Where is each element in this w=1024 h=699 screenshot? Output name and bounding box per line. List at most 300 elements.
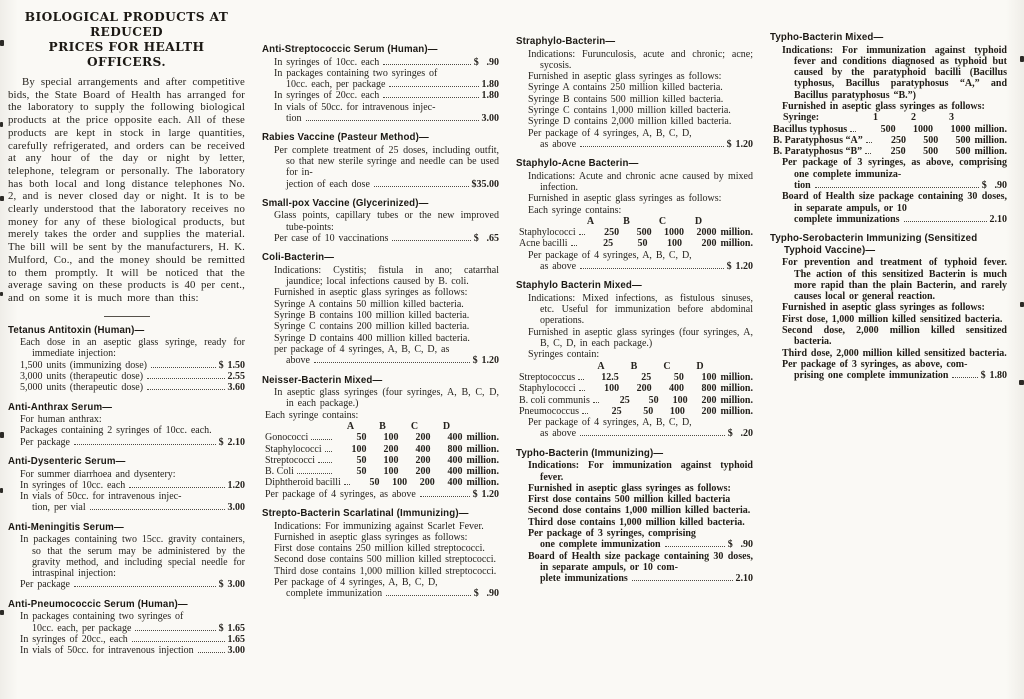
dose-value: 200 xyxy=(419,477,435,489)
product-entry xyxy=(8,325,245,394)
dose-value: 500 xyxy=(923,146,939,158)
text-line: Indications: Furunculosis, acute and chronic; acne; sycosis. xyxy=(528,48,753,71)
organism-name: Staphylococci xyxy=(265,443,322,455)
text-line: Second dose, 2,000 million killed sensitized bacteria. xyxy=(782,325,1007,348)
table-row xyxy=(516,395,753,406)
intro-paragraph: By special arrangements and after competitive bids, the State Board of Health has arranged for the laboratory to supply the following biological products at the price opposite each. All of these products are kept in stock in large quantities, carefully refrigerated, and orders can be received at any hour of the day or night by letter, telephone, telegram or personally. The laboratory has both local and long distance telephones No. 2, and is never closed day or night. It is to be clearly understood that the laboratory receives no money for any of these biological products, but merely takes the order and supplies the material. The bill will be sent by the manufacturers, H. K. Mulford, Co., and the money should be remitted to them promptly. It will be noticed that the average saving on these products is 40 per cent., and on some it is much more than this: xyxy=(8,76,245,304)
dose-value: 200 xyxy=(415,432,431,444)
text-line: Furnished in aseptic glass syringes as follows: xyxy=(528,71,722,83)
price-value: $ 1.20 xyxy=(472,355,499,367)
product-heading: Strepto-Bacterin Scarlatinal (Immunizing)— xyxy=(262,508,469,519)
price-value: $ .90 xyxy=(473,588,499,600)
text-line: Furnished in aseptic glass syringes (four syringes, A, B, C, D, in each package.) xyxy=(528,326,753,350)
product-entry xyxy=(8,456,245,514)
text-line: Syringe D contains 400 million killed bacteria. xyxy=(274,332,470,344)
price-label: as above xyxy=(540,261,577,273)
dot-leader xyxy=(90,509,225,510)
table-row xyxy=(516,238,753,249)
dose-value: 100 xyxy=(392,477,408,489)
price-line xyxy=(516,139,753,150)
text-line: Third dose contains 1,000 million killed bacteria. xyxy=(528,516,745,528)
dot-leader xyxy=(374,186,469,187)
product-entry xyxy=(516,158,753,272)
dot-leader xyxy=(632,580,733,581)
product-entry xyxy=(262,198,499,244)
text-line: Indications: Mixed infections, as fistulous sinuses, etc. Useful for immunization before abdominal operations. xyxy=(528,292,753,327)
dose-value: 250 xyxy=(890,146,906,158)
price-value: 2.55 xyxy=(227,371,245,383)
price-line xyxy=(8,623,245,634)
dosage-table xyxy=(262,421,499,489)
dot-leader xyxy=(815,187,979,188)
dot-leader xyxy=(865,153,871,154)
dot-leader xyxy=(198,652,225,653)
dose-value: 500 xyxy=(923,134,939,146)
dose-value: 200 xyxy=(701,394,717,406)
table-column-letter: C xyxy=(658,215,667,227)
dot-leader xyxy=(580,146,723,147)
dose-value: 800 xyxy=(447,443,463,455)
dose-unit: million. xyxy=(466,432,499,444)
dot-leader xyxy=(147,389,224,390)
product-entry xyxy=(262,252,499,366)
price-line xyxy=(516,573,753,584)
text-line: Glass points, capillary tubes or the new improved tube-points: xyxy=(274,210,499,233)
organism-name: Streptococcus xyxy=(519,371,576,383)
table-row xyxy=(516,227,753,238)
text-line: Syringe A contains 50 million killed bacteria. xyxy=(274,298,464,310)
dose-value: 50 xyxy=(369,477,380,489)
dot-leader xyxy=(904,221,987,222)
product-entry xyxy=(516,448,753,585)
price-value: $ .90 xyxy=(981,180,1007,192)
price-label: In syringes of 10cc. each xyxy=(20,479,126,491)
dose-unit: million. xyxy=(466,477,499,489)
price-line xyxy=(770,180,1007,191)
scan-artifact xyxy=(0,610,4,615)
dose-value: 200 xyxy=(636,383,652,395)
table-row xyxy=(516,383,753,394)
dot-leader xyxy=(318,462,333,463)
text-line: First dose, 1,000 million killed sensitized bacteria. xyxy=(782,313,1003,325)
organism-name: B. coli communis xyxy=(519,394,590,406)
text-line: Board of Health size package containing 30 doses, in separate ampuls, or 10 com- xyxy=(528,550,753,573)
price-line xyxy=(262,57,499,68)
text-line: Each syringe contains: xyxy=(528,204,622,216)
dose-value: 200 xyxy=(415,454,431,466)
text-line: Furnished in aseptic glass syringes as follows: xyxy=(274,287,468,299)
price-value: $35.00 xyxy=(471,178,499,190)
dose-unit: million. xyxy=(974,146,1008,158)
dose-value: 100 xyxy=(383,466,399,478)
price-label: tion xyxy=(286,112,302,124)
text-line: Board of Health size package containing 30 doses, in separate ampuls, or 10 xyxy=(782,191,1007,214)
price-line xyxy=(262,90,499,101)
text-line: Each dose in an aseptic glass syringe, ready for immediate injection: xyxy=(20,337,245,360)
dose-value: 200 xyxy=(701,405,717,417)
price-line xyxy=(8,645,245,656)
text-line: Indications: For immunizing against Scarlet Fever. xyxy=(274,520,484,532)
text-line: In packages containing two syringes of xyxy=(20,611,184,623)
table-header-row xyxy=(770,112,1007,123)
price-value: 2.10 xyxy=(735,573,753,585)
dose-value: 400 xyxy=(669,383,685,395)
dose-value: 1000 xyxy=(950,123,971,135)
column-4 xyxy=(770,8,1007,656)
price-value: $ 1.20 xyxy=(726,138,753,150)
product-entry xyxy=(8,599,245,657)
dot-leader xyxy=(580,268,723,269)
price-line xyxy=(516,428,753,439)
product-entry xyxy=(262,44,499,124)
product-heading: Anti-Pneumococcic Serum (Human)— xyxy=(8,598,188,610)
dot-leader xyxy=(571,245,577,246)
dose-unit: million. xyxy=(720,405,754,417)
text-line: Per package of 4 syringes, A, B, C, D, xyxy=(528,417,692,429)
dose-value: 100 xyxy=(667,238,682,250)
dot-leader xyxy=(135,630,215,631)
price-line xyxy=(8,502,245,513)
price-label: Per case of 10 vaccinations xyxy=(274,233,389,245)
text-line: Second dose contains 500 million killed streptococci. xyxy=(274,554,496,566)
organism-name: B. Coli xyxy=(265,466,294,478)
product-heading: Neisser-Bacterin Mixed— xyxy=(262,374,383,386)
dose-value: 400 xyxy=(447,466,463,478)
dosage-table xyxy=(770,112,1007,157)
dot-leader xyxy=(306,120,479,121)
table-row xyxy=(770,146,1007,157)
table-column-letter: 3 xyxy=(948,112,954,124)
price-line xyxy=(770,370,1007,381)
dose-value: 500 xyxy=(880,123,896,135)
product-heading: Small-pox Vaccine (Glycerinized)— xyxy=(262,197,429,209)
price-label: Per package xyxy=(20,579,70,591)
price-value: 1.80 xyxy=(481,90,499,102)
text-line: Syringe A contains 250 million killed bacteria. xyxy=(528,82,723,94)
table-header-row xyxy=(516,216,753,227)
organism-name: B. Paratyphosus “B” xyxy=(773,146,863,158)
dot-leader xyxy=(389,86,478,87)
dot-leader xyxy=(383,64,470,65)
dose-unit: million. xyxy=(720,383,753,395)
dose-value: 400 xyxy=(447,432,463,444)
dosage-table xyxy=(516,216,753,250)
scan-artifact xyxy=(0,196,4,201)
text-line: For summer diarrhoea and dysentery: xyxy=(20,468,176,480)
organism-name: Staphylococci xyxy=(519,227,576,239)
table-column-letter: B xyxy=(379,420,386,432)
dot-leader xyxy=(420,496,470,497)
organism-name: Streptococci xyxy=(265,454,315,466)
dose-value: 25 xyxy=(641,371,652,383)
price-label: complete immunizations xyxy=(794,213,900,225)
product-heading: Typho-Bacterin (Immunizing)— xyxy=(516,447,664,459)
price-label: complete immunization xyxy=(286,588,383,600)
table-row xyxy=(516,372,753,383)
dot-leader xyxy=(344,484,350,485)
dot-leader xyxy=(132,641,225,642)
dose-unit: million. xyxy=(720,227,753,239)
price-line xyxy=(262,588,499,599)
dot-leader xyxy=(314,362,470,363)
dose-unit: million. xyxy=(720,371,753,383)
organism-name: Diphtheroid bacilli xyxy=(265,477,341,489)
table-row xyxy=(262,466,499,477)
column-2 xyxy=(262,8,499,656)
table-row xyxy=(516,406,753,417)
price-value: $ .65 xyxy=(473,233,499,245)
price-label: Per package xyxy=(20,436,70,448)
organism-name: B. Paratyphosus “A” xyxy=(773,134,863,146)
product-entry xyxy=(770,32,1007,225)
scan-artifact xyxy=(0,432,4,438)
text-line: per package of 4 syringes, A, B, C, D, as xyxy=(274,343,450,355)
organism-name: Gonococci xyxy=(265,432,309,444)
scan-artifact xyxy=(0,488,3,493)
organism-name: Staphylococci xyxy=(519,383,576,395)
price-value: $ 1.20 xyxy=(472,488,499,500)
text-line: Packages containing 2 syringes of 10cc. each. xyxy=(20,425,212,437)
price-value: $ 1.20 xyxy=(726,261,753,273)
text-line: Third dose contains 1,000 million killed streptococci. xyxy=(274,565,497,577)
price-line xyxy=(8,371,245,382)
product-entry xyxy=(262,132,499,190)
dose-value: 100 xyxy=(701,371,717,383)
text-line: Syringe D contains 2,000 million killed bacteria. xyxy=(528,116,732,128)
price-value: $ 2.10 xyxy=(218,436,245,448)
price-label: as above xyxy=(540,428,577,440)
dose-value: 12.5 xyxy=(601,371,619,383)
text-line: Second dose contains 1,000 million killed bacteria. xyxy=(528,505,751,517)
section-divider xyxy=(104,316,150,317)
product-heading: Rabies Vaccine (Pasteur Method)— xyxy=(262,132,429,144)
dose-value: 500 xyxy=(636,227,652,239)
price-label: 1,500 units (immunizing dose) xyxy=(20,359,147,371)
product-heading: Staphylo-Acne Bacterin— xyxy=(516,158,639,170)
price-value: 3.00 xyxy=(227,645,245,657)
dot-leader xyxy=(74,444,216,445)
scan-artifact xyxy=(1020,56,1024,62)
page-title xyxy=(8,10,245,70)
product-entry xyxy=(516,280,753,439)
product-heading: Staphylo Bacterin Mixed— xyxy=(516,280,642,292)
text-line: Per package of 3 syringes, as above, comprising one complete immuniza- xyxy=(782,157,1007,180)
dose-unit: million. xyxy=(974,123,1007,135)
dose-value: 1000 xyxy=(664,227,685,239)
table-column-letter: D xyxy=(696,360,704,372)
text-line: Furnished in aseptic glass syringes as follows: xyxy=(782,100,985,112)
text-line: Per package of 4 syringes, A, B, C, D, xyxy=(528,249,692,261)
dose-value: 400 xyxy=(447,454,463,466)
table-column-letter: A xyxy=(597,360,605,372)
page-title-line: PRICES FOR HEALTH OFFICERS. xyxy=(48,40,205,69)
price-label: one complete immunization xyxy=(540,539,661,551)
price-value: $ .90 xyxy=(727,539,753,551)
text-line: Each syringe contains: xyxy=(265,409,359,421)
price-line xyxy=(516,261,753,272)
dose-value: 800 xyxy=(701,383,717,395)
text-line: First dose contains 250 million killed streptococci. xyxy=(274,543,485,555)
price-value: 1.80 xyxy=(481,79,499,91)
price-line xyxy=(262,179,499,190)
text-line: First dose contains 500 million killed bacteria xyxy=(528,494,731,506)
text-line: Syringe B contains 100 million killed bacteria. xyxy=(274,310,470,322)
dose-value: 25 xyxy=(611,405,622,417)
price-value: $ .90 xyxy=(473,56,499,68)
dot-leader xyxy=(579,390,585,391)
price-line xyxy=(8,360,245,371)
price-value: 1.20 xyxy=(227,479,245,491)
price-line xyxy=(262,233,499,244)
price-value: 3.60 xyxy=(227,382,245,394)
price-label: In vials of 50cc. for intravenous injection xyxy=(20,645,194,657)
table-header-row xyxy=(262,421,499,432)
text-line: Per package of 4 syringes, A, B, C, D, xyxy=(528,127,692,139)
dose-value: 400 xyxy=(447,477,463,489)
text-line: In packages containing two syringes of xyxy=(274,67,438,79)
product-entry xyxy=(262,508,499,600)
dose-value: 200 xyxy=(415,466,431,478)
product-heading: Tetanus Antitoxin (Human)— xyxy=(8,324,145,336)
price-value: 3.00 xyxy=(227,502,245,514)
price-line xyxy=(262,355,499,366)
column-1 xyxy=(8,8,245,656)
dose-value: 500 xyxy=(955,134,971,146)
dose-value: 25 xyxy=(603,238,614,250)
column-3 xyxy=(516,8,753,656)
dot-leader xyxy=(582,413,588,414)
product-entry xyxy=(770,233,1007,381)
table-column-letter: C xyxy=(410,420,419,432)
price-label: In syringes of 10cc. each xyxy=(274,56,380,68)
price-value: 2.10 xyxy=(989,213,1007,225)
price-label: Per package of 4 syringes, as above xyxy=(265,488,416,500)
table-column-letter: A xyxy=(346,420,355,432)
dot-leader xyxy=(297,473,333,474)
price-value: $ 1.65 xyxy=(218,622,245,634)
dose-value: 1000 xyxy=(913,123,934,135)
dot-leader xyxy=(866,142,872,143)
price-line xyxy=(8,634,245,645)
text-line: Indications: Cystitis; fistula in ano; catarrhal jaundice; local infections caused by B. coli. xyxy=(274,264,499,288)
text-line: Furnished in aseptic glass syringes as follows: xyxy=(782,302,985,314)
dot-leader xyxy=(147,378,224,379)
price-line xyxy=(8,579,245,590)
table-header-row xyxy=(516,361,753,372)
price-label: tion xyxy=(794,180,811,192)
dot-leader xyxy=(580,435,725,436)
scan-artifact xyxy=(0,40,4,46)
price-label: 3,000 units (therapeutic dose) xyxy=(20,371,144,383)
table-row xyxy=(262,444,499,455)
dot-leader xyxy=(392,240,470,241)
dose-unit: million. xyxy=(974,134,1008,146)
text-line: For human anthrax: xyxy=(20,414,102,426)
dose-value: 50 xyxy=(643,405,654,417)
text-line: Per package of 3 syringes, as above, com- xyxy=(782,358,968,370)
page-title-line: BIOLOGICAL PRODUCTS AT REDUCED xyxy=(24,10,229,39)
organism-name: Bacillus typhosus xyxy=(773,123,848,135)
dose-unit: million. xyxy=(720,238,753,250)
text-line: In packages containing two 15cc. gravity containers, so that the serum may be administered by the gravity method, and including special needle for intraspinal injection: xyxy=(20,534,245,580)
dose-value: 250 xyxy=(891,134,906,146)
dose-unit: million. xyxy=(466,454,499,466)
dose-value: 250 xyxy=(604,227,620,239)
column-layout xyxy=(8,8,1016,656)
dose-value: 500 xyxy=(955,146,971,158)
table-row xyxy=(262,477,499,488)
price-line xyxy=(516,539,753,550)
price-label: 10cc. each, per package xyxy=(286,79,386,91)
dose-value: 100 xyxy=(351,443,367,455)
dose-value: 50 xyxy=(637,238,648,250)
scan-artifact xyxy=(0,122,3,127)
dose-value: 50 xyxy=(356,466,367,478)
price-label: In syringes of 20cc. each xyxy=(274,90,380,102)
price-label: plete immunizations xyxy=(540,573,628,585)
dose-unit: million. xyxy=(720,394,753,406)
product-heading: Anti-Streptococcic Serum (Human)— xyxy=(262,44,438,55)
price-label: 5,000 units (therapeutic dose) xyxy=(20,382,144,394)
price-value: $ 1.50 xyxy=(218,359,245,371)
price-label: prising one complete immunization xyxy=(794,370,949,382)
price-value: $ .20 xyxy=(727,428,753,440)
text-line: Syringe C contains 200 million killed bacteria. xyxy=(274,321,470,333)
product-heading: Coli-Bacterin— xyxy=(262,252,335,264)
table-column-letter: D xyxy=(694,215,703,227)
text-line: Per complete treatment of 25 doses, including outfit, so that new sterile syringe and needle can be used for in- xyxy=(274,144,499,179)
text-line: Indications: For immunization against typhoid fever. xyxy=(528,460,753,483)
dot-leader xyxy=(850,131,856,132)
price-value: 3.00 xyxy=(481,112,499,124)
dose-value: 100 xyxy=(672,394,688,406)
dosage-table xyxy=(516,361,753,417)
text-line: Per package of 4 syringes, A, B, C, D, xyxy=(274,576,438,588)
text-line: Syringe B contains 500 million killed bacteria. xyxy=(528,93,724,105)
scan-artifact xyxy=(1019,380,1024,385)
dot-leader xyxy=(129,487,224,488)
dot-leader xyxy=(579,234,585,235)
dose-value: 100 xyxy=(669,405,685,417)
dot-leader xyxy=(311,439,332,440)
dot-leader xyxy=(151,367,216,368)
dot-leader xyxy=(74,586,216,587)
dose-value: 400 xyxy=(415,443,431,455)
product-heading: Straphylo-Bacterin— xyxy=(516,36,616,47)
dot-leader xyxy=(578,379,584,380)
dot-leader xyxy=(952,377,977,378)
text-line: Indications: Acute and chronic acne caused by mixed infection. xyxy=(528,170,753,193)
product-heading: Anti-Anthrax Serum— xyxy=(8,401,113,413)
price-line xyxy=(770,214,1007,225)
table-row xyxy=(770,124,1007,135)
table-column-letter: B xyxy=(623,215,630,227)
table-row xyxy=(262,432,499,443)
dose-value: 25 xyxy=(619,394,630,406)
text-line: Syringe C contains 1,000 million killed bacteria. xyxy=(528,104,731,116)
text-line: In vials of 50cc. for intravenous injec- xyxy=(20,491,182,503)
product-entry xyxy=(262,375,499,500)
text-line: Third dose, 2,000 million killed sensitized bacteria. xyxy=(782,347,1007,359)
table-column-letter: D xyxy=(442,420,451,432)
dot-leader xyxy=(386,595,471,596)
price-label: above xyxy=(286,355,310,367)
product-heading: Typho-Serobacterin Immunizing (Sensitized Typhoid Vaccine)— xyxy=(770,233,978,256)
product-heading: Anti-Meningitis Serum— xyxy=(8,521,124,533)
dose-value: 2000 xyxy=(696,227,717,239)
dot-leader xyxy=(325,451,333,452)
scan-artifact xyxy=(0,292,3,296)
